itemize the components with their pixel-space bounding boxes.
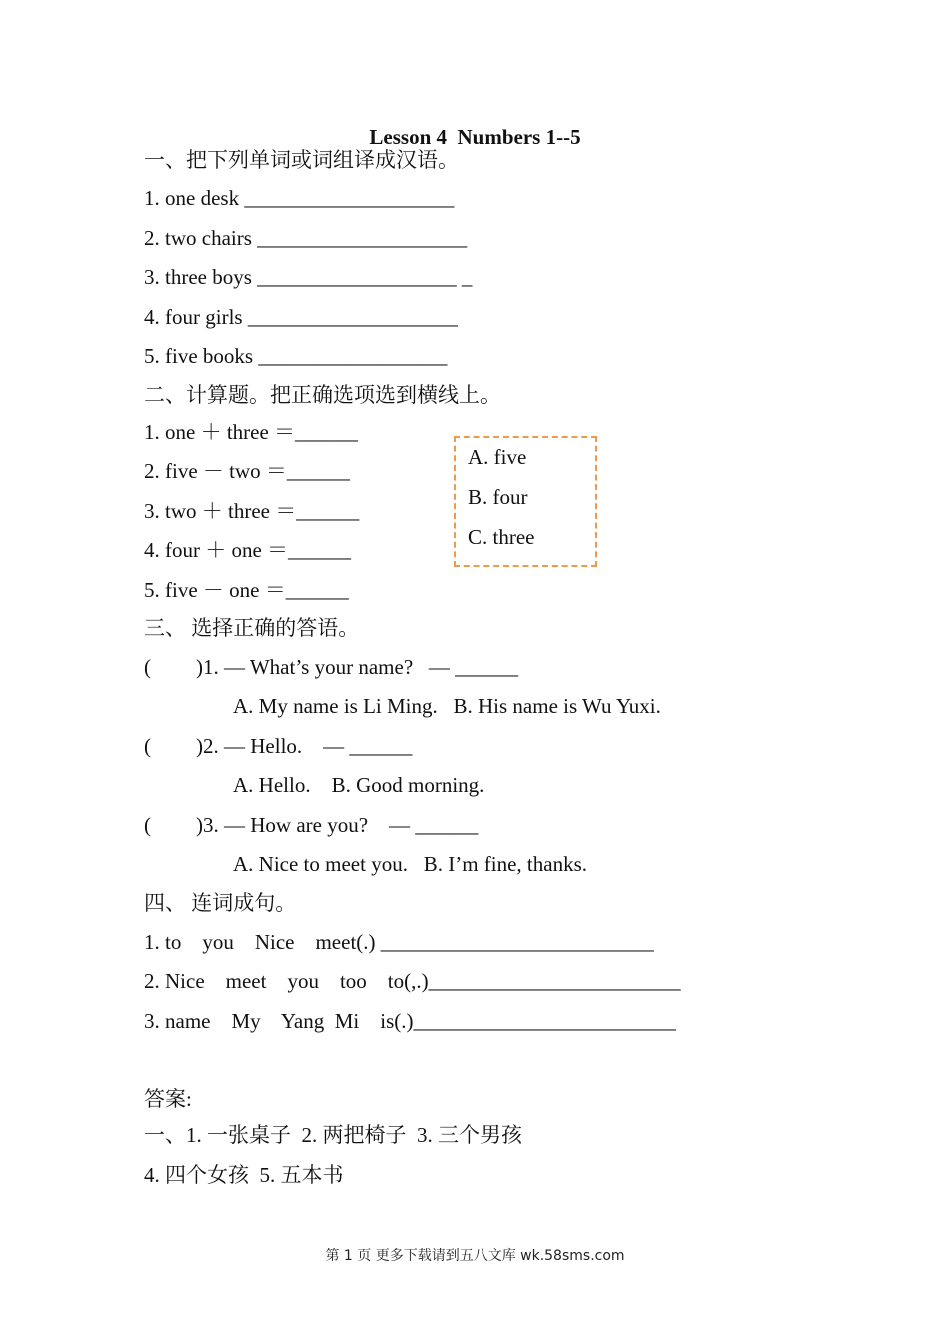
section1-item-2: 2. two chairs ____________________ [144, 226, 468, 250]
section1-heading: 一、把下列单词或词组译成汉语。 [144, 148, 459, 172]
answer-paren-2: ( [144, 734, 151, 758]
section2-item-1: 1. one ＋ three ＝______ [144, 420, 359, 444]
option-a: A. five [468, 445, 527, 469]
answer-paren-3: ( [144, 813, 151, 837]
answers-line-1: 一、1. 一张桌子 2. 两把椅子 3. 三个男孩 [144, 1123, 522, 1147]
section2-heading: 二、计算题。把正确选项选到横线上。 [144, 383, 501, 407]
section1-item-1: 1. one desk ____________________ [144, 186, 455, 210]
section2-item-3: 3. two ＋ three ＝______ [144, 499, 360, 523]
section4-item-1: 1. to you Nice meet(.) __________________________ [144, 930, 654, 954]
section3-heading: 三、 选择正确的答语。 [144, 616, 360, 640]
section1-item-3: 3. three boys ___________________ _ [144, 265, 473, 289]
section4-heading: 四、 连词成句。 [144, 891, 297, 915]
options-box [454, 436, 597, 567]
option-b: B. four [468, 485, 528, 509]
question-3: )3. — How are you? — ______ [196, 813, 479, 837]
page-title: Lesson 4 Numbers 1--5 [369, 125, 581, 149]
question-2-choices: A. Hello. B. Good morning. [233, 773, 485, 797]
option-c: C. three [468, 525, 535, 549]
answers-heading: 答案: [144, 1087, 192, 1111]
answers-line-2: 4. 四个女孩 5. 五本书 [144, 1163, 344, 1187]
section1-item-5: 5. five books __________________ [144, 344, 448, 368]
answer-paren-1: ( [144, 655, 151, 679]
question-3-choices: A. Nice to meet you. B. I’m fine, thanks. [233, 852, 588, 876]
question-2: )2. — Hello. — ______ [196, 734, 413, 758]
section1-item-4: 4. four girls ____________________ [144, 305, 458, 329]
section4-item-3: 3. name My Yang Mi is(.)_________________________ [144, 1009, 677, 1033]
section2-item-2: 2. five － two ＝______ [144, 459, 350, 483]
question-1: )1. — What’s your name? — ______ [196, 655, 519, 679]
section2-item-4: 4. four ＋ one ＝______ [144, 538, 352, 562]
page-footer: 第 1 页 更多下载请到五八文库 wk.58sms.com [325, 1248, 625, 1264]
section2-item-5: 5. five － one ＝______ [144, 578, 349, 602]
question-1-choices: A. My name is Li Ming. B. His name is Wu Yuxi. [233, 694, 661, 718]
section4-item-2: 2. Nice meet you too to(,.)________________________ [144, 969, 681, 993]
